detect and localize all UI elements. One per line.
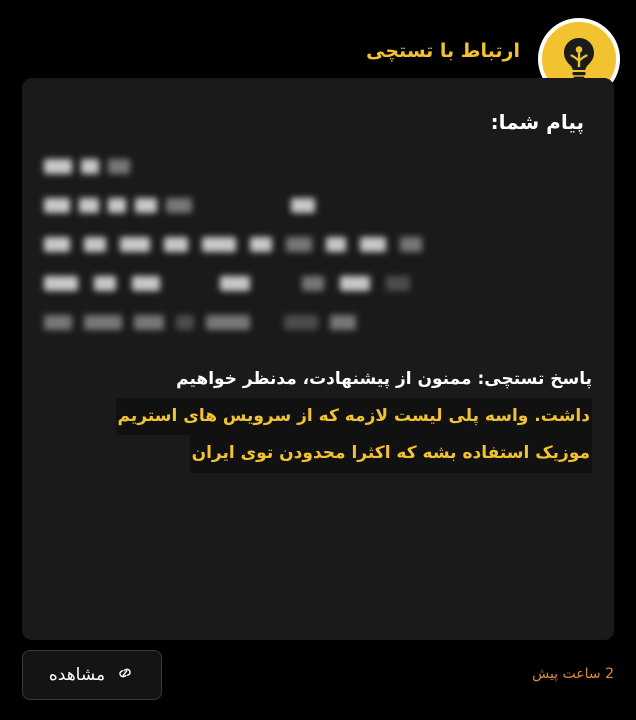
page-header — [16, 18, 620, 84]
view-button-label: مشاهده — [48, 665, 106, 685]
redacted-line — [44, 312, 592, 332]
reply-text — [44, 362, 592, 473]
link-icon — [115, 665, 135, 686]
reply-line-1: پاسخ تستچی: ممنون از پیشنهادت، مدنظر خواهیم — [176, 369, 592, 389]
page-title: ارتباط با تستچی — [366, 40, 520, 62]
redacted-line — [44, 273, 592, 293]
timestamp: 2 ساعت پیش — [532, 666, 614, 682]
your-message-label: پیام شما: — [490, 110, 584, 134]
redacted-line — [44, 234, 592, 254]
reply-line-2: داشت. واسه پلی لیست لازمه که از سرویس های استریم — [116, 398, 592, 436]
redacted-user-message — [44, 156, 592, 332]
view-button[interactable] — [22, 650, 162, 700]
redacted-line — [44, 195, 592, 215]
reply-line-3: موزیک استفاده بشه که اکثرا محدودن توی ایران — [190, 435, 592, 473]
message-card — [22, 78, 614, 640]
redacted-line — [44, 156, 592, 176]
page-footer — [22, 650, 614, 704]
